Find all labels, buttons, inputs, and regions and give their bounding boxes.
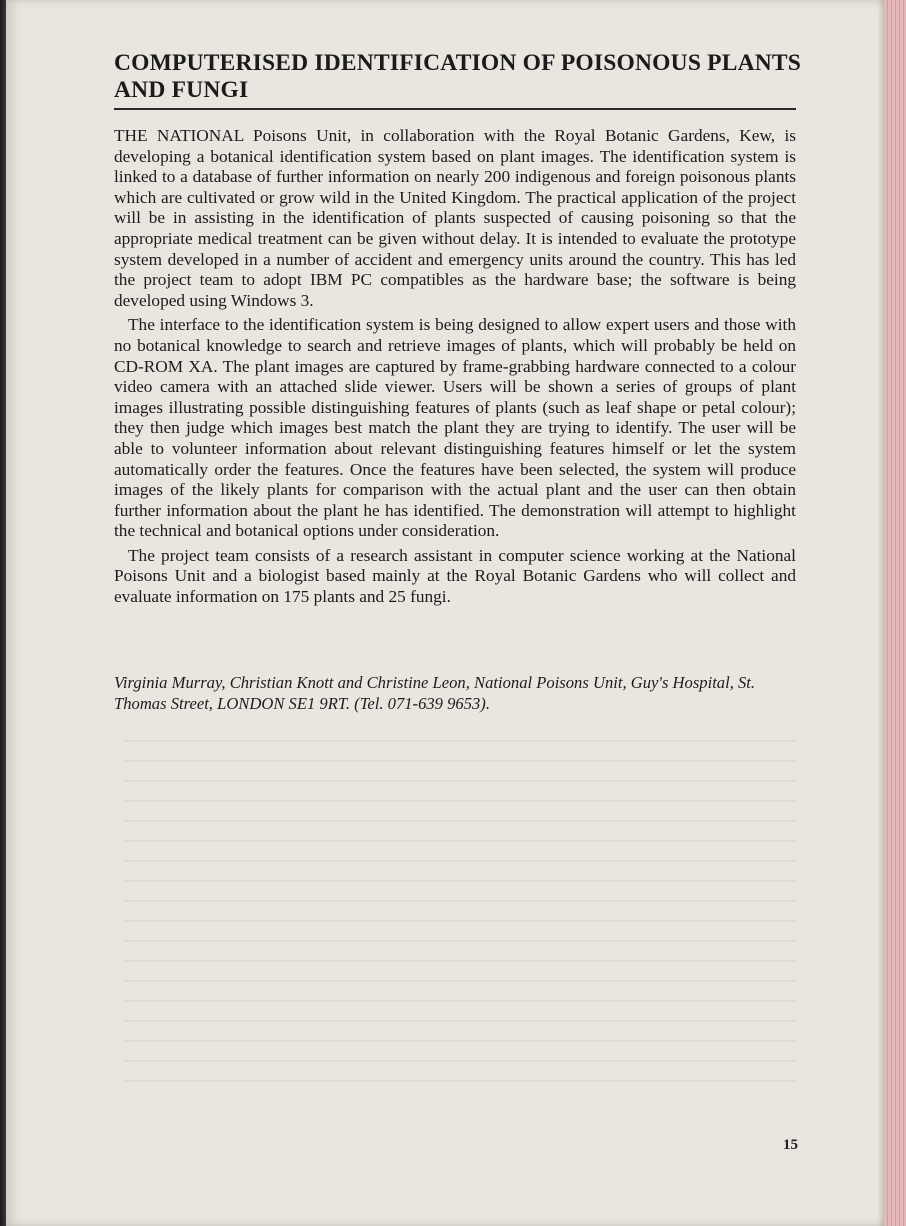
page-number: 15 [783,1137,798,1153]
author-byline: Virginia Murray, Christian Knott and Christine Leon, National Poisons Unit, Guy's Hospital, St. Thomas Street, LONDON SE1 9RT. (Tel. 071-639 9653). [114,673,756,713]
page-stack-edge [884,0,906,1226]
paragraph-3: The project team consists of a research assistant in computer science working at the National Poisons Unit and a biologist based mainly at the Royal Botanic Gardens who will collect and evaluate information on 175 plants and 25 fungi. [114,545,796,607]
article-body [114,126,796,612]
article-title: COMPUTERISED IDENTIFICATION OF POISONOUS PLANTS AND FUNGI [114,50,802,103]
paragraph-1: THE NATIONAL Poisons Unit, in collaboration with the Royal Botanic Gardens, Kew, is developing a botanical identification system based on plant images. The identification system is linked to a database of further information on nearly 200 indigenous and foreign poisonous plants which are cultivated or grow wild in the United Kingdom. The practical application of the project will be in assisting in the identification of plants suspected of causing poisoning so that the appropriate medical treatment can be given without delay. It is intended to evaluate the prototype system developed in a number of accident and emergency units around the country. This has led the project team to adopt IBM PC compatibles as the hardware base; the software is being developed using Windows 3. [114,126,796,310]
bleed-through-texture [124,740,796,1100]
paragraph-2: The interface to the identification system is being designed to allow expert users and those with no botanical knowledge to search and retrieve images of plants, which will probably be held on CD-ROM XA. The plant images are captured by frame-grabbing hardware connected to a colour video camera with an attached slide viewer. Users will be shown a series of groups of plant images illustrating possible distinguishing features of plants (such as leaf shape or petal colour); they then judge which images best match the plant they are trying to identify. The user will be able to volunteer information about relevant distinguishing features himself or let the system automatically order the features. Once the features have been selected, the system will produce images of the likely plants for comparison with the actual plant and the user can then obtain further information about the plant he has identified. The demonstration will attempt to highlight the technical and botanical options under consideration. [114,315,796,541]
title-underline-rule [114,108,796,110]
